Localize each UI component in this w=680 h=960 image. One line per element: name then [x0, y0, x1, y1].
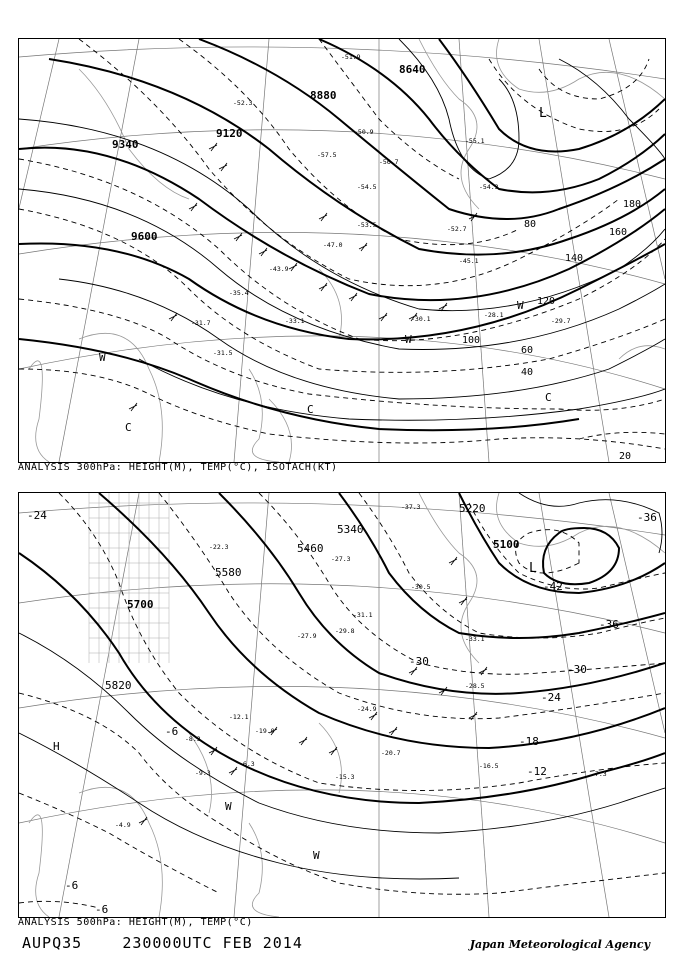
- station-label: -27.3: [331, 555, 351, 563]
- warm-symbol: W: [517, 299, 524, 312]
- isotherm-label: -30: [409, 655, 429, 668]
- isotherm-label: -6: [65, 879, 79, 892]
- cold-symbol: C: [545, 391, 552, 404]
- station-label: -22.3: [209, 543, 229, 551]
- station-label: -20.7: [381, 749, 401, 757]
- station-label: -24.9: [357, 705, 377, 713]
- temp-label: -51.9: [341, 53, 361, 61]
- temp-label: -52.3: [233, 99, 253, 107]
- pressure-symbols: [53, 561, 537, 862]
- cold-symbol: C: [307, 403, 314, 416]
- isotherm-label: -24: [27, 509, 47, 522]
- caption-300hpa: ANALYSIS 300hPa: HEIGHT(M), TEMP(°C), ISOTACH(KT): [18, 462, 338, 473]
- station-label: -6.3: [239, 760, 255, 768]
- height-label: 5100: [493, 538, 520, 551]
- station-label: -27.9: [297, 632, 317, 640]
- height-contours: [19, 39, 665, 430]
- isotherm-label: -36: [637, 511, 657, 524]
- isotach-label: 20: [619, 451, 632, 462]
- low-symbol: L: [529, 561, 537, 576]
- warm-symbol: W: [313, 849, 320, 862]
- station-label: -7.3: [591, 770, 607, 778]
- temp-label: -53.5: [357, 221, 377, 229]
- isotach-label: 140: [565, 253, 584, 264]
- temp-label: -29.7: [551, 317, 571, 325]
- station-label: -16.5: [479, 762, 499, 770]
- height-label: 9600: [131, 230, 158, 243]
- station-label: -30.5: [411, 583, 431, 591]
- station-label: -37.3: [401, 503, 421, 511]
- temp-label: -55.1: [465, 137, 485, 145]
- agency-name: Japan Meteorological Agency: [469, 938, 650, 951]
- map-500hpa: [18, 492, 666, 918]
- isotach-label: 120: [537, 296, 556, 307]
- temp-label: -33.1: [285, 317, 305, 325]
- temp-label: -30.1: [411, 315, 431, 323]
- station-label: -9.3: [195, 769, 211, 777]
- isotach-label: 80: [524, 219, 537, 230]
- isotherm-label: -6: [165, 725, 179, 738]
- map-500hpa-canvas: [19, 493, 665, 917]
- product-id: AUPQ35: [22, 934, 83, 952]
- temp-label: -31.7: [191, 319, 211, 327]
- warm-symbol: W: [405, 333, 412, 346]
- map-300hpa-canvas: [19, 39, 665, 462]
- high-symbol: H: [53, 740, 60, 753]
- isotherm-label: -24: [541, 691, 561, 704]
- temp-label: -57.5: [317, 151, 337, 159]
- temp-label: -28.1: [484, 311, 504, 319]
- temp-label: -45.1: [459, 257, 479, 265]
- wind-barbs: [139, 557, 487, 825]
- isotach-label: 60: [521, 345, 534, 356]
- station-label: -31.1: [353, 611, 373, 619]
- temp-label: -35.4: [229, 289, 249, 297]
- isotherm-label: -6: [95, 903, 109, 916]
- isotherm-label: -36: [599, 618, 619, 631]
- isotherm-label: -12: [527, 765, 547, 778]
- analysis-datetime: 230000UTC FEB 2014: [122, 934, 303, 952]
- height-label: 8640: [399, 63, 426, 76]
- temp-label: -47.0: [323, 241, 343, 249]
- isotach-label: 180: [623, 199, 642, 210]
- wind-barbs: [129, 143, 477, 411]
- station-label: -28.5: [465, 682, 485, 690]
- isotherm-label: -18: [519, 735, 539, 748]
- warm-symbol: W: [225, 800, 232, 813]
- height-label: 8880: [310, 89, 337, 102]
- product-header: [22, 934, 303, 952]
- height-label: 5460: [297, 542, 324, 555]
- station-label: -33.1: [465, 635, 485, 643]
- height-label: 5580: [215, 566, 242, 579]
- temp-label: -43.9: [269, 265, 289, 273]
- warm-symbol: W: [99, 351, 106, 364]
- height-labels: [105, 502, 520, 692]
- caption-500hpa: ANALYSIS 500hPa: HEIGHT(M), TEMP(°C): [18, 917, 253, 928]
- low-symbol: L: [539, 106, 547, 121]
- height-label: 5700: [127, 598, 154, 611]
- height-label: 5220: [459, 502, 486, 515]
- temp-label: -50.9: [354, 128, 374, 136]
- cold-symbol: C: [125, 421, 132, 434]
- temp-label: -56.7: [379, 158, 399, 166]
- station-label: -29.8: [335, 627, 355, 635]
- isotherm-labels: [27, 509, 657, 916]
- station-label: -4.9: [115, 821, 131, 829]
- station-label: -8.3: [185, 735, 201, 743]
- station-label: -12.1: [229, 713, 249, 721]
- isotach-label: 40: [521, 367, 534, 378]
- station-labels: [115, 503, 607, 829]
- temp-label: -52.7: [447, 225, 467, 233]
- temp-label: -54.5: [357, 183, 377, 191]
- height-label: 9340: [112, 138, 139, 151]
- station-label: -15.3: [335, 773, 355, 781]
- hatched-region: [89, 493, 169, 663]
- coastline: [29, 39, 665, 462]
- map-300hpa: [18, 38, 666, 463]
- isotach-label: 100: [462, 335, 481, 346]
- temp-label: -31.5: [213, 349, 233, 357]
- station-label: -19.0: [255, 727, 275, 735]
- isotherm-label: -30: [567, 663, 587, 676]
- height-label: 5340: [337, 523, 364, 536]
- isotach-label: 160: [609, 227, 628, 238]
- isotherm-label: -42: [543, 580, 563, 593]
- temp-label: -54.3: [479, 183, 499, 191]
- height-label: 9120: [216, 127, 243, 140]
- height-label: 5820: [105, 679, 132, 692]
